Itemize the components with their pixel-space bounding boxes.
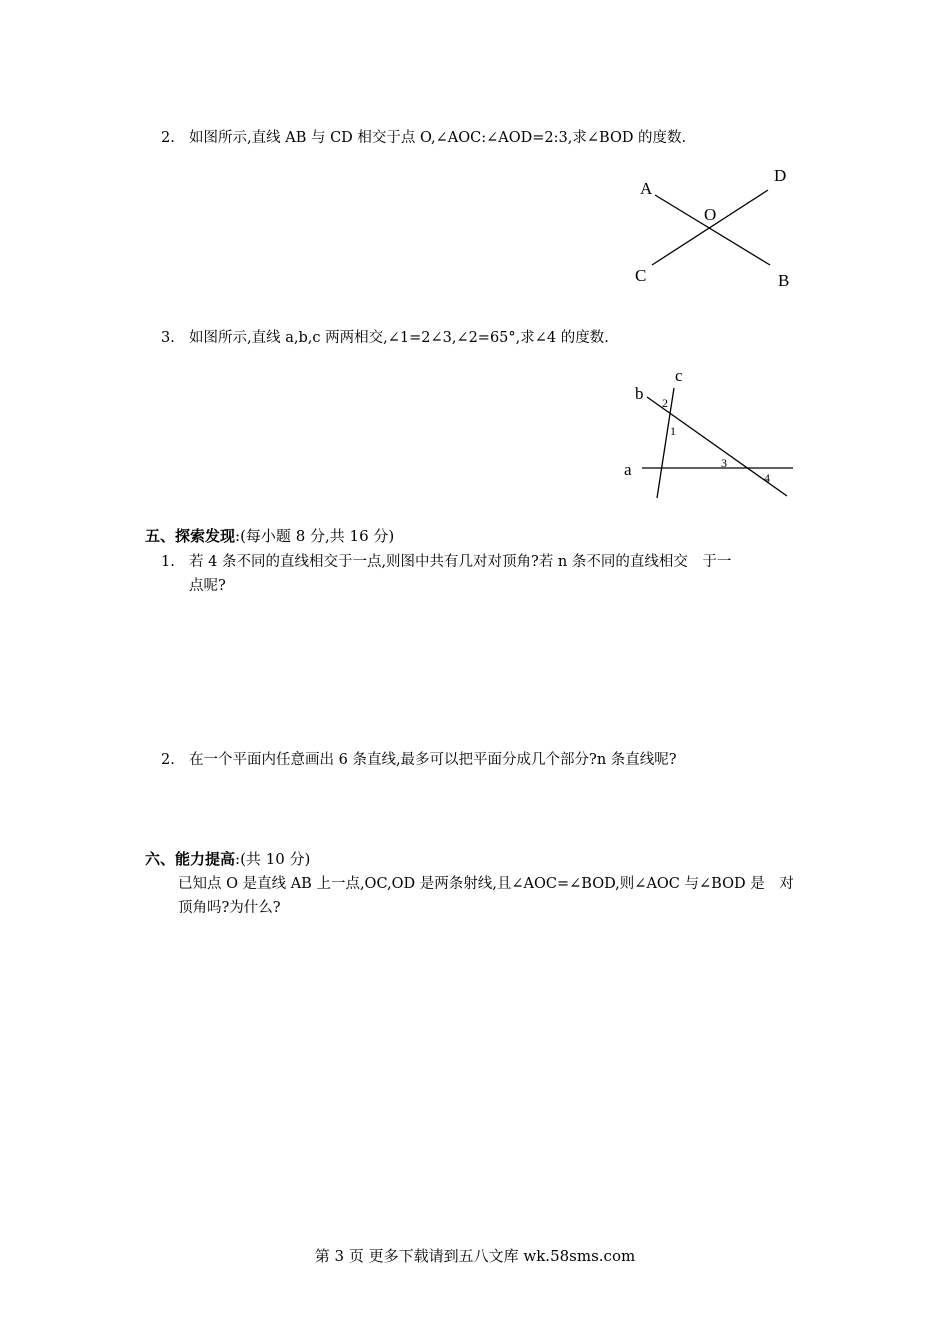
angle-4: 4 [764, 471, 770, 485]
section6-note: :(共 10 分) [235, 850, 311, 868]
section6-heading [145, 849, 310, 869]
label-c-line: c [675, 366, 683, 385]
label-d: D [774, 166, 787, 185]
q3-number: 3. [161, 330, 175, 346]
s5q1-line2: 点呢? [189, 578, 226, 594]
s5q1-line1: 若 4 条不同的直线相交于一点,则图中共有几对对顶角?若 n 条不同的直线相交 于一 [189, 554, 732, 570]
section5-title: 五、探索发现 [145, 527, 236, 545]
label-a-line: a [624, 460, 632, 479]
q2-text: 如图所示,直线 AB 与 CD 相交于点 O,∠AOC:∠AOD=2:3,求∠BOD 的度数. [189, 130, 687, 146]
label-a: A [640, 179, 653, 198]
q2-number: 2. [161, 130, 175, 146]
angle-1: 1 [670, 424, 676, 438]
label-b: B [778, 271, 790, 290]
q3-text: 如图所示,直线 a,b,c 两两相交,∠1=2∠3,∠2=65°,求∠4 的度数. [189, 330, 609, 346]
label-o: O [704, 205, 717, 224]
s5q1-number: 1. [161, 554, 175, 570]
s5q2-text: 在一个平面内任意画出 6 条直线,最多可以把平面分成几个部分?n 条直线呢? [189, 752, 677, 768]
label-b-line: b [635, 384, 644, 403]
page-footer: 第 3 页 更多下载请到五八文库 wk.58sms.com [314, 1247, 636, 1265]
s5q2-number: 2. [161, 752, 175, 768]
section6-title: 六、能力提高 [145, 850, 236, 868]
section5-note: :(每小题 8 分,共 16 分) [235, 527, 395, 545]
s6-line2: 顶角吗?为什么? [178, 900, 281, 916]
section5-heading [145, 526, 394, 546]
label-c: C [635, 266, 647, 285]
angle-2: 2 [662, 396, 668, 410]
q3-figure [0, 0, 950, 520]
s6-line1: 已知点 O 是直线 AB 上一点,OC,OD 是两条射线,且∠AOC=∠BOD,则∠AOC 与∠BOD 是 对 [178, 876, 794, 892]
angle-3: 3 [721, 456, 727, 470]
